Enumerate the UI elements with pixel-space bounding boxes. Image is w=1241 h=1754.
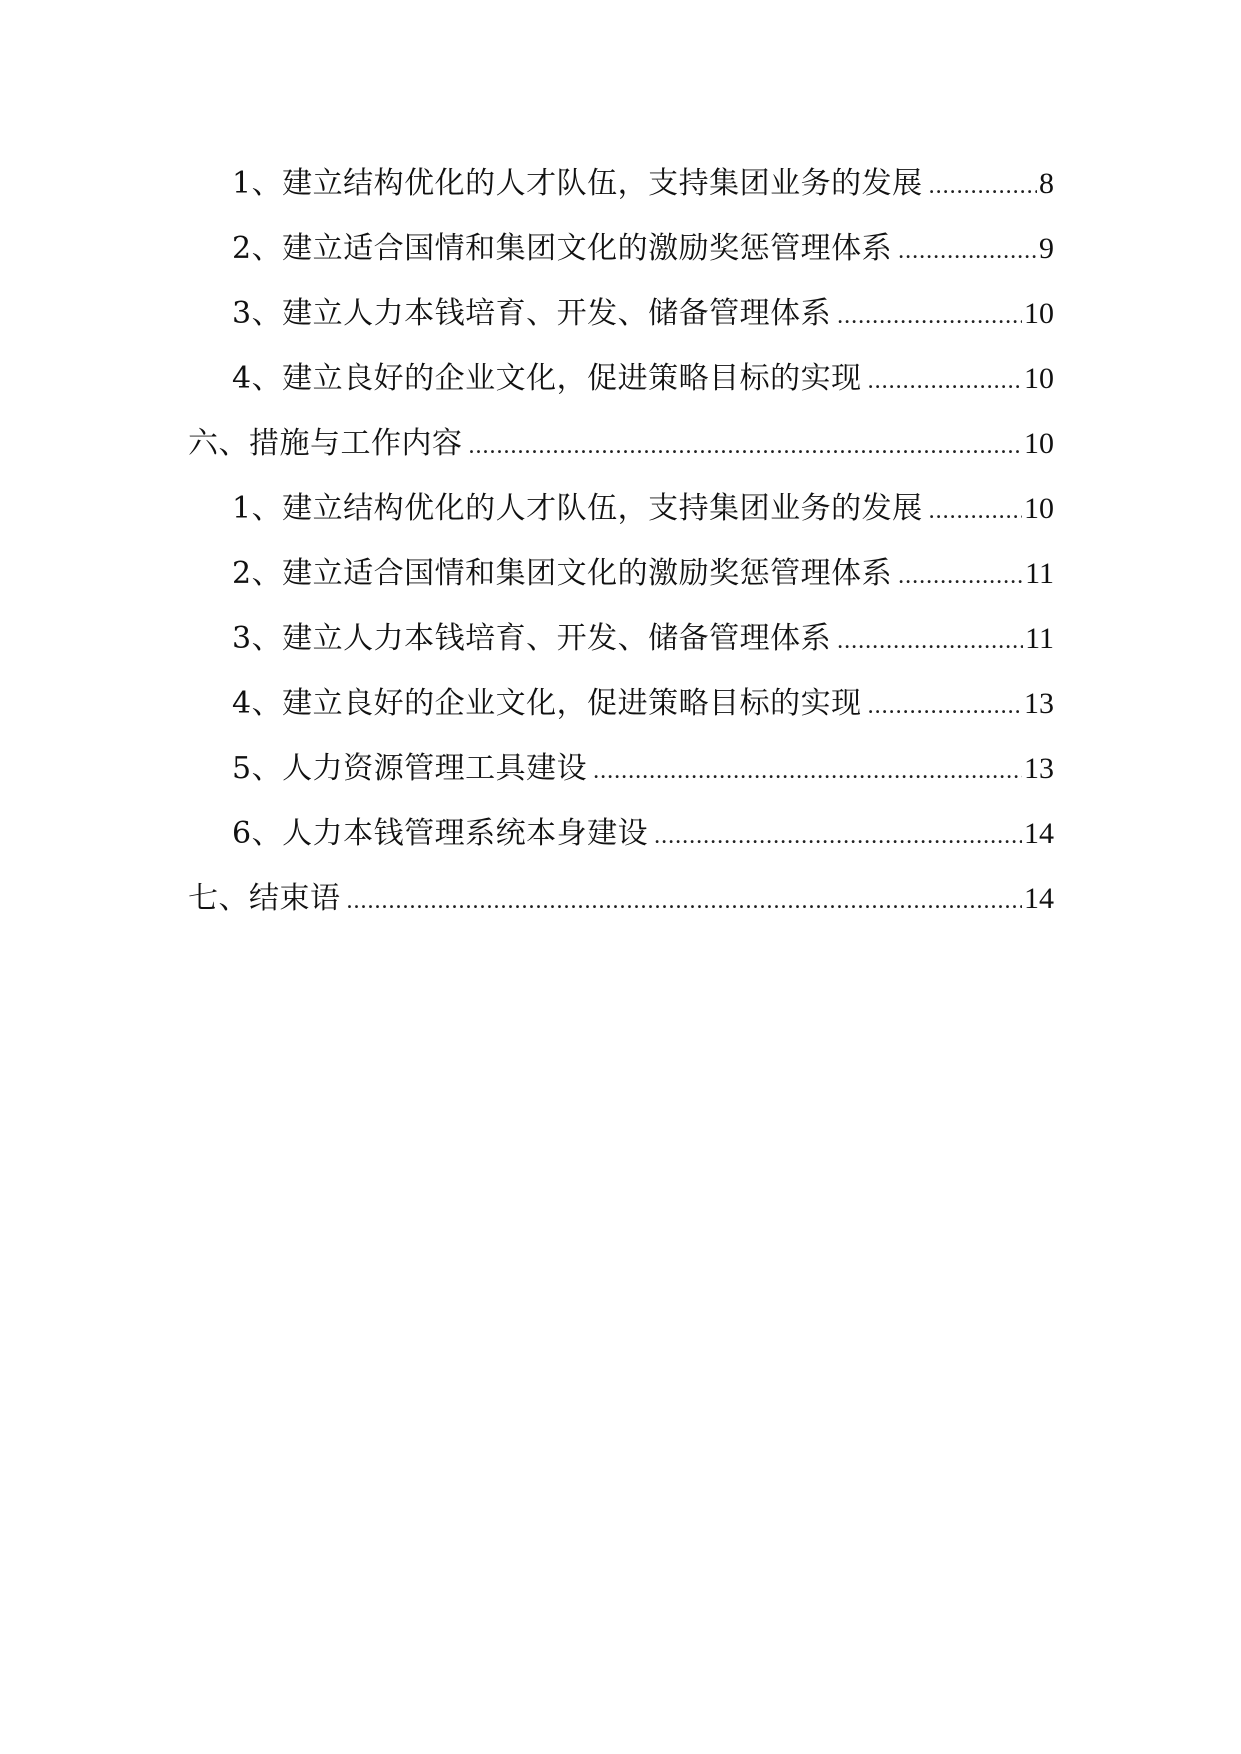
toc-entry-label: 2、建立适合国情和集团文化的激励奖惩管理体系: [232, 231, 893, 266]
toc-entry[interactable]: [232, 164, 1054, 204]
toc-entry-label: 6、人力本钱管理系统本身建设: [232, 816, 649, 851]
toc-entry[interactable]: [232, 684, 1054, 724]
toc-section-heading[interactable]: [188, 879, 1054, 919]
dot-leader: [654, 816, 1022, 856]
toc-entry-page: 14: [1024, 882, 1054, 915]
dot-leader: [929, 166, 1037, 206]
dot-leader: [898, 231, 1037, 271]
toc-entry-label: 5、人力资源管理工具建设: [232, 751, 588, 786]
toc-entry[interactable]: [232, 554, 1054, 594]
toc-entry-page: 10: [1024, 427, 1054, 460]
dot-leader: [868, 361, 1022, 401]
dot-leader: [347, 881, 1023, 921]
toc-entry-page: 14: [1024, 817, 1054, 850]
toc-entry-page: 10: [1024, 362, 1054, 395]
toc-entry-page: 13: [1024, 752, 1054, 785]
toc-entry[interactable]: [232, 749, 1054, 789]
toc-entry-label: 1、建立结构优化的人才队伍，支持集团业务的发展: [232, 491, 923, 526]
toc-entry-label: 七、结束语: [188, 881, 341, 916]
toc-entry-page: 10: [1024, 297, 1054, 330]
toc-entry-label: 3、建立人力本钱培育、开发、储备管理体系: [232, 296, 832, 331]
toc-entry[interactable]: [232, 619, 1054, 659]
toc-entry-page: 9: [1039, 232, 1054, 265]
toc-entry-page: 8: [1039, 167, 1054, 200]
dot-leader: [469, 426, 1023, 466]
toc-section-heading[interactable]: [188, 424, 1054, 464]
toc-entry-page: 11: [1025, 557, 1054, 590]
toc-entry-label: 六、措施与工作内容: [188, 426, 463, 461]
toc-entry-page: 13: [1024, 687, 1054, 720]
toc-entry-page: 10: [1024, 492, 1054, 525]
dot-leader: [898, 556, 1023, 596]
toc-entry[interactable]: [232, 814, 1054, 854]
toc-entry-label: 2、建立适合国情和集团文化的激励奖惩管理体系: [232, 556, 893, 591]
toc-entry-label: 1、建立结构优化的人才队伍，支持集团业务的发展: [232, 166, 923, 201]
toc-entry-label: 4、建立良好的企业文化，促进策略目标的实现: [232, 686, 862, 721]
toc-entry[interactable]: [232, 359, 1054, 399]
toc-entry-page: 11: [1025, 622, 1054, 655]
dot-leader: [837, 621, 1023, 661]
toc-entry[interactable]: [232, 489, 1054, 529]
dot-leader: [929, 491, 1022, 531]
dot-leader: [837, 296, 1022, 336]
toc-entry-label: 3、建立人力本钱培育、开发、储备管理体系: [232, 621, 832, 656]
toc-entry-label: 4、建立良好的企业文化，促进策略目标的实现: [232, 361, 862, 396]
dot-leader: [868, 686, 1022, 726]
toc-entry[interactable]: [232, 294, 1054, 334]
dot-leader: [593, 751, 1022, 791]
toc-entry[interactable]: [232, 229, 1054, 269]
